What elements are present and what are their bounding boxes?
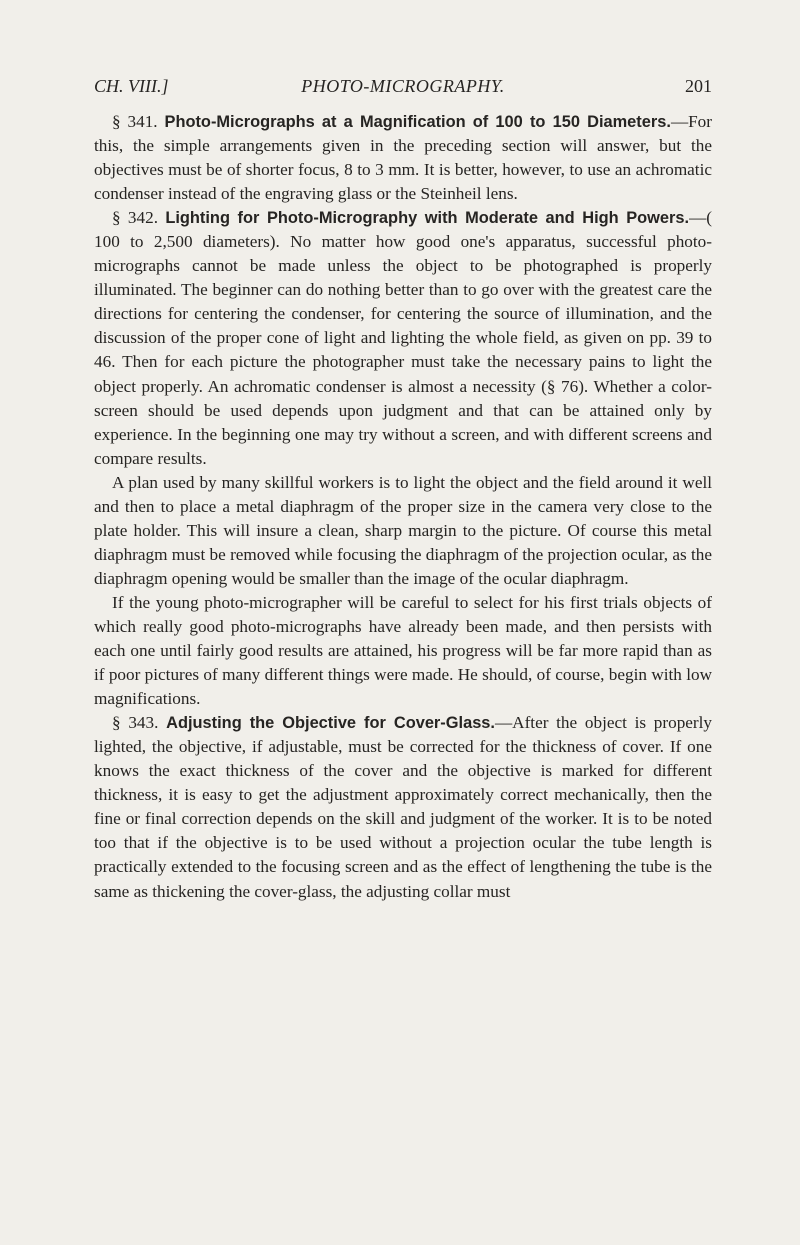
- paragraph-text: A plan used by many skillful workers is to light the object and the field around it well and then to place a metal diaphragm of the proper size in the camera very close to the plate holder. This will insure a clean, sharp margin to the picture. Of course this metal diaphragm must be removed while focusing the diaphragm of the projection ocular, as the diaphragm opening would be smaller than the image of the ocular diaphragm.: [94, 472, 712, 588]
- paragraph-341: [94, 110, 712, 206]
- section-heading: Adjusting the Objective for Cover-Glass.: [166, 714, 495, 733]
- section-number: § 343.: [112, 713, 159, 733]
- section-heading: Lighting for Photo-Micrography with Moderate and High Powers.: [165, 209, 690, 228]
- paragraph-young-photographer: [94, 591, 712, 711]
- paragraph-text: —After the object is properly lighted, the objective, if adjustable, must be corrected for the thickness of cover. If one knows the exact thickness of the cover and the objective is marked for different thickness, it is easy to get the adjustment approximately correct mechanically, then the fine or final correction depends on the skill and judgment of the worker. It is to be noted too that if the objective is to be used without a projection ocular the tube length is practically extended to the focusing screen and as the effect of lengthening the tube is the same as thickening the cover-glass, the adjusting collar must: [94, 713, 713, 901]
- paragraph-text: —( 100 to 2,500 diameters). No matter how good one's apparatus, successful photo-micrographs cannot be made unless the object to be photographed is properly illuminated. The beginner can do nothing better than to go over with the greatest care the directions for centering the condenser, for centering the source of illumination, and the discussion of the proper cone of light and lighting the whole field, as given on pp. 39 to 46. Then for each picture the photographer must take the necessary pains to light the object properly. An achromatic condenser is almost a necessity (§ 76). Whether a color-screen should be used depends upon judgment and that can be attained only by experience. In the beginning one may try without a screen, and with different screens and compare results.: [94, 208, 713, 468]
- paragraph-metal-diaphragm: [94, 471, 712, 591]
- section-heading: Photo-Micrographs at a Magnification of 100 to 150 Diameters.: [164, 113, 671, 131]
- running-head: [94, 76, 712, 102]
- paragraph-text: —For this, the simple arrangements given in the preceding section will answer, but the objectives must be of shorter focus, 8 to 3 mm. It is better, however, to use an achromatic condenser instead of the engraving glass or the Steinheil lens.: [94, 112, 713, 204]
- paragraph-text: If the young photo-micrographer will be careful to select for his first trials objects of which really good photo-micrographs have already been made, and then persists with each one until fairly good results are attained, his progress will be far more rapid than as if poor pictures of many different things were made. He should, of course, begin with low magnifications.: [94, 592, 712, 709]
- chapter-label: CH. VIII.]: [94, 76, 169, 96]
- section-number: § 341.: [112, 112, 158, 131]
- paragraph-343: [94, 711, 712, 903]
- page-number: 201: [685, 76, 712, 96]
- body-text: [94, 110, 712, 904]
- running-title: PHOTO-MICROGRAPHY.: [301, 76, 505, 96]
- paragraph-342: [94, 206, 712, 471]
- section-number: § 342.: [112, 208, 158, 228]
